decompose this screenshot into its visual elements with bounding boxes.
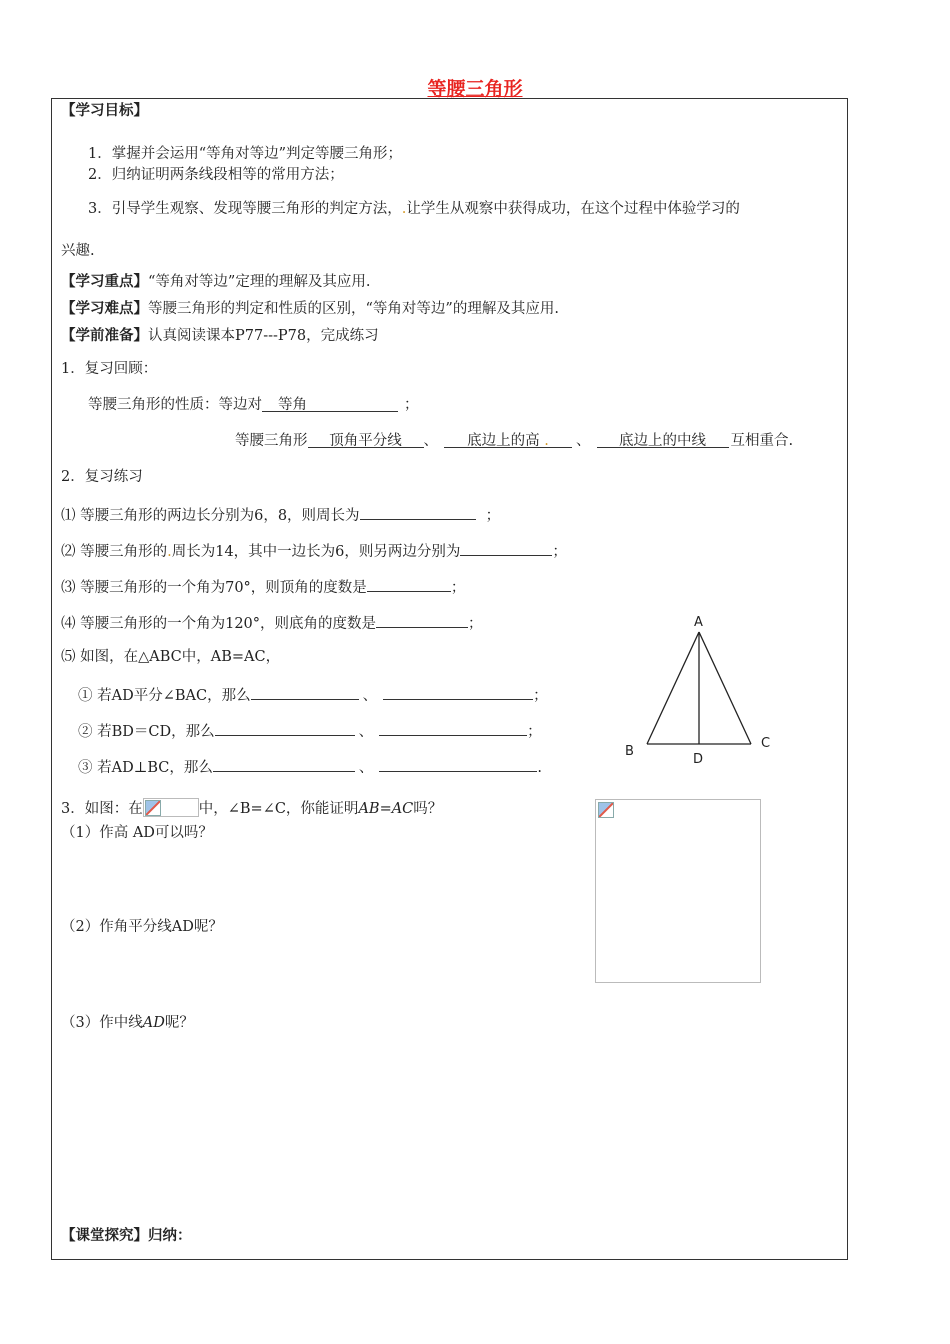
objective-2: 2．归纳证明两条线段相等的常用方法；	[88, 167, 344, 183]
inline-image-frame	[143, 798, 199, 817]
objective-3a: 3．引导学生观察、发现等腰三角形的判定方法，.让学生从观察中获得成功，在这个过程中体验学习的	[88, 201, 740, 217]
q3-sub1: （1）作高 AD可以吗？	[61, 825, 213, 841]
blank-altitude[interactable]: 底边上的高 .	[444, 432, 572, 448]
blank-q1[interactable]	[360, 504, 476, 520]
practice-q4: ⑷ 等腰三角形的一个角为120°，则底角的度数是 ；	[61, 612, 483, 633]
broken-image-icon	[145, 800, 161, 816]
practice-q1: ⑴ 等腰三角形的两边长分别为6，8，则周长为 ；	[61, 504, 500, 525]
review-coincide: 等腰三角形 顶角平分线 、 底边上的高 . 、 底边上的中线 互相重合.	[235, 433, 794, 449]
review-heading: 1．复习回顾：	[61, 361, 158, 377]
blank-q5-2a[interactable]	[215, 720, 355, 736]
practice-q2: ⑵ 等腰三角形的.周长为14，其中一边长为6，则另两边分别为 ；	[61, 540, 567, 561]
difficulty: 【学习难点】等腰三角形的判定和性质的区别，“等角对等边”的理解及其应用.	[61, 300, 559, 317]
label-c: C	[761, 736, 771, 751]
side-ac	[699, 632, 751, 744]
side-ab	[647, 632, 699, 744]
review-property: 等腰三角形的性质：等边对 等角 ；	[88, 397, 419, 413]
explore-section: 【课堂探究】归纳：	[61, 1227, 192, 1244]
practice-heading: 2．复习练习	[61, 469, 143, 485]
blank-property[interactable]: 等角	[262, 396, 398, 412]
blank-q5-3a[interactable]	[213, 756, 355, 772]
practice-q3: ⑶ 等腰三角形的一个角为70°，则顶角的度数是 ；	[61, 576, 465, 597]
label-b: B	[625, 744, 634, 759]
blank-angle-bisector[interactable]: 顶角平分线	[308, 432, 424, 448]
practice-q5-2: ② 若BD＝CD，那么 、 ；	[78, 720, 542, 741]
blank-q4[interactable]	[376, 612, 468, 628]
practice-q5: ⑸ 如图，在△ABC中，AB=AC，	[61, 649, 281, 665]
q3-sub3: （3）作中线AD呢？	[61, 1015, 194, 1031]
label-d: D	[693, 752, 704, 767]
page-title: 等腰三角形	[427, 78, 523, 100]
blank-q5-3b[interactable]	[379, 756, 537, 772]
practice-q5-3: ③ 若AD⊥BC，那么 、 .	[78, 756, 542, 777]
practice-q5-1: ① 若AD平分∠BAC，那么 、 ；	[78, 684, 548, 705]
triangle-abc-figure	[618, 610, 778, 770]
objective-1: 1．掌握并会运用“等角对等边”判定等腰三角形；	[88, 146, 403, 162]
objectives-header: 【学习目标】	[61, 102, 148, 119]
preparation: 【学前准备】认真阅读课本P77---P78，完成练习	[61, 327, 379, 344]
objective-3b: 兴趣.	[61, 243, 95, 259]
q3-prompt: 3．如图：在 中，∠B=∠C，你能证明AB=AC吗？	[61, 798, 442, 818]
blank-q5-1a[interactable]	[251, 684, 359, 700]
blank-median[interactable]: 底边上的中线	[597, 432, 729, 448]
blank-q2[interactable]	[460, 540, 552, 556]
blank-q5-1b[interactable]	[383, 684, 533, 700]
broken-image-icon	[598, 802, 614, 818]
label-a: A	[694, 615, 703, 630]
blank-q3[interactable]	[367, 576, 451, 592]
figure-image-frame	[595, 799, 761, 983]
blank-q5-2b[interactable]	[379, 720, 527, 736]
key-point: 【学习重点】“等角对等边”定理的理解及其应用.	[61, 273, 371, 290]
stray-dot: .	[401, 201, 407, 217]
q3-sub2: （2）作角平分线AD呢？	[61, 919, 223, 935]
